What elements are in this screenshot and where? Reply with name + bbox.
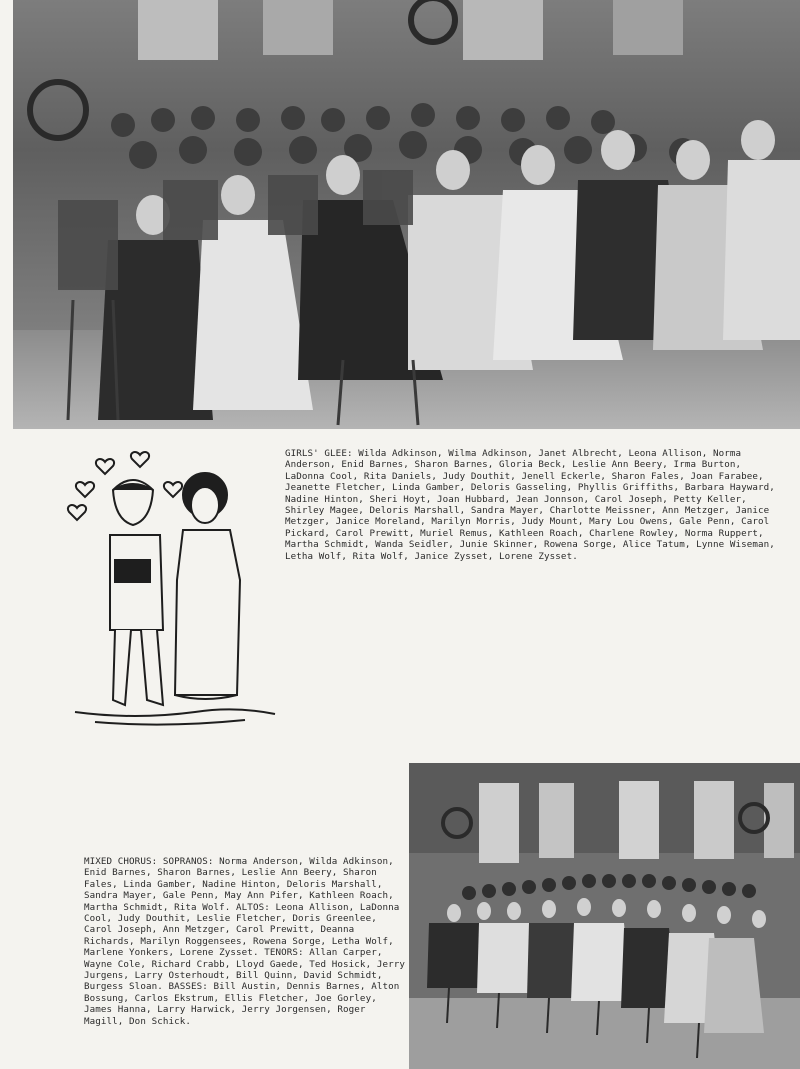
singing-couple-illustration bbox=[65, 450, 295, 735]
mixed-chorus-photo-art bbox=[409, 763, 800, 1069]
girls-glee-photo-art bbox=[13, 0, 800, 429]
cartoon-art bbox=[65, 450, 295, 735]
mixed-chorus-caption: MIXED CHORUS: SOPRANOS: Norma Anderson, Wilda Adkinson, Enid Barnes, Sharon Barnes, Leslie Ann Beery, Sharon Fales, Linda Gamber, Nadine Hinton, Deloris Marshall, Sandra Mayer, Gale Penn, May Ann Pifer, Kathleen Roach, Martha Schmidt, Rita Wolf. ALTOS: Leona Allison, LaDonna Cool, Judy Douthit, Leslie Fletcher, Doris Greenlee, Carol Joseph, Ann Metzger, Carol Prewitt, Deanna Richards, Marilyn Roggensees, Rowena Sorge, Letha Wolf, Marlene Yonkers, Lorene Zysset. TENORS: Allan Carper, Wayne Cole, Richard Crabb, Lloyd Gaede, Ted Hosick, Jerry Jurgens, Larry Osterhoudt, Bill Quinn, David Schmidt, Burgess Sloan. BASSES: Bill Austin, Dennis Barnes, Alton Bossung, Carlos Ekstrum, Ellis Fletcher, Joe Gorley, James Hanna, Larry Harwick, Jerry Jorgensen, Roger Magill, Don Schick. bbox=[84, 856, 405, 1027]
girls-glee-photo bbox=[13, 0, 800, 429]
girls-glee-caption: GIRLS' GLEE: Wilda Adkinson, Wilma Adkinson, Janet Albrecht, Leona Allison, Norma Anderson, Enid Barnes, Sharon Barnes, Gloria Beck, Leslie Ann Beery, Irma Burton, LaDonna Cool, Rita Daniels, Judy Douthit, Jenell Eckerle, Sharon Fales, Joan Farabee, Jeanette Fletcher, Linda Gamber, Deloris Gasseling, Phyllis Griffiths, Barbara Hayward, Nadine Hinton, Sheri Hoyt, Joan Hubbard, Jean Jonnson, Carol Joseph, Petty Keller, Shirley Magee, Deloris Marshall, Sandra Mayer, Charlotte Meissner, Ann Metzger, Janice Metzger, Janice Moreland, Marilyn Morris, Judy Mount, Mary Lou Owens, Gale Penn, Carol Pickard, Carol Prewitt, Muriel Remus, Kathleen Roach, Charlene Rowley, Norma Ruppert, Martha Schmidt, Wanda Seidler, Junie Skinner, Rowena Sorge, Alice Tatum, Lynne Wiseman, Letha Wolf, Rita Wolf, Janice Zysset, Lorene Zysset. bbox=[285, 448, 775, 562]
mixed-chorus-photo bbox=[409, 763, 800, 1069]
